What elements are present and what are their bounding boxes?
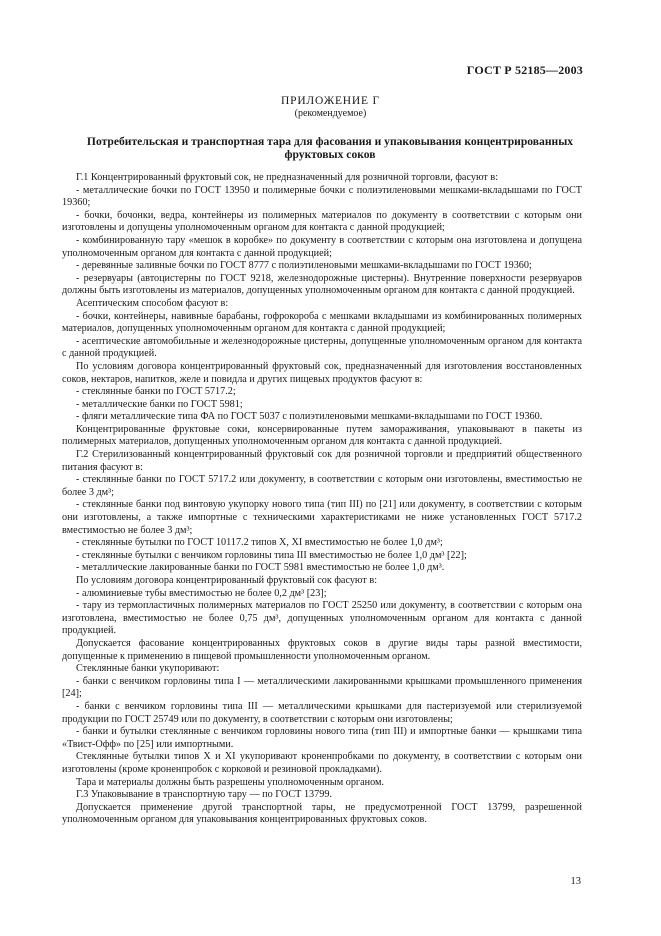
- appendix-title: ПРИЛОЖЕНИЕ Г: [281, 95, 380, 107]
- paragraph: - металлические банки по ГОСТ 5981;: [76, 398, 243, 410]
- paragraph: - резервуары (автоцистерны по ГОСТ 9218, железнодорожные цистерны). Внутренние поверхности резервуаров должны быть изготовлены из материалов, допущенных уполномоченным органом для контакта с данной продукцией.: [62, 272, 582, 297]
- paragraph: - стеклянные банки по ГОСТ 5717.2 или документу, в соответствии с которым они изготовлены, вместимостью не более 3 дм³;: [62, 474, 582, 498]
- paragraph: - тару из термопластичных полимерных материалов по ГОСТ 25250 или документу, в соответствии с которым она изготовлена, вместимостью не более 0,75 дм³, допущенных уполномоченным органом для контакта с данной продукцией.: [62, 600, 582, 637]
- paragraph: - банки с венчиком горловины типа I — металлическими лакированными крышками промышленного применения [24];: [62, 675, 582, 700]
- page-number: 13: [570, 876, 581, 887]
- paragraph: Стеклянные банки укупоривают:: [76, 663, 220, 675]
- standard-header: ГОСТ Р 52185—2003: [466, 63, 583, 77]
- paragraph: - бочки, контейнеры, навивные барабаны, гофрокороба с мешками вкладышами из комбинированных полимерных материалов, допущенных уполномоченным органом для контакта с данной продукцией;: [62, 310, 582, 335]
- paragraph: - комбинированную тару «мешок в коробке» по документу в соответствии с которым она изготовлена и допущена уполномоченным органом для контакта с данной продукцией;: [62, 234, 582, 259]
- appendix-subtitle: (рекомендуемое): [294, 108, 367, 119]
- paragraph: Тара и материалы должны быть разрешены уполномоченным органом.: [76, 776, 384, 788]
- paragraph: Г.2 Стерилизованный концентрированный фруктовый сок для розничной торговли и предприятий общественного питания фасуют в:: [62, 449, 582, 473]
- paragraph: Г.3 Упаковывание в транспортную тару — по ГОСТ 13799.: [76, 789, 332, 801]
- paragraph: - деревянные заливные бочки по ГОСТ 8777 с полиэтиленовыми мешками-вкладышами по ГОСТ 19360;: [76, 260, 532, 272]
- section-title: Потребительская и транспортная тара для фасования и упаковывания концентрированных фруктовых соков: [86, 135, 574, 161]
- paragraph: - металлические лакированные банки по ГОСТ 5981 вместимостью не более 1,0 дм³.: [76, 562, 445, 574]
- paragraph: - металлические бочки по ГОСТ 13950 и полимерные бочки с полиэтиленовыми мешками-вкладышами по ГОСТ 19360;: [62, 184, 582, 209]
- paragraph: - стеклянные банки под винтовую укупорку нового типа (тип III) по [21] или документу, в соответствии с которым они изготовлены, а также импортные с техническими характеристиками не ниже установленных ГОСТ 5717.2 вместимостью не более 3 дм³;: [62, 499, 582, 536]
- body-text: [62, 172, 582, 827]
- paragraph: - алюминиевые тубы вместимостью не более 0,2 дм³ [23];: [76, 587, 327, 599]
- paragraph: Г.1 Концентрированный фруктовый сок, не предназначенный для розничной торговли, фасуют в:: [76, 172, 499, 183]
- paragraph: - банки с венчиком горловины типа III — металлическими крышками для пастеризуемой или стерилизуемой продукции по ГОСТ 25749 или по документу, в соответствии с которым они изготовлены;: [62, 700, 582, 725]
- paragraph: Допускается фасование концентрированных фруктовых соков в другие виды тары разной вместимости, допущенные к применению в пищевой промышленности уполномоченным органом.: [62, 637, 582, 662]
- paragraph: - банки и бутылки стеклянные с венчиком горловины нового типа (тип III) и импортные банки — крышками типа «Твист-Офф» по [25] или импортными.: [62, 726, 582, 750]
- paragraph: - стеклянные бутылки по ГОСТ 10117.2 типов X, XI вместимостью не более 1,0 дм³;: [76, 537, 443, 549]
- paragraph: По условиям договора концентрированный фруктовый сок, предназначенный для изготовления восстановленных соков, нектаров, напитков, желе и повидла и других пищевых продуктов фасуют в:: [62, 360, 582, 385]
- appendix-heading: [0, 95, 661, 120]
- paragraph: - фляги металлические типа ФА по ГОСТ 5037 с полиэтиленовыми мешками-вкладышами по ГОСТ 19360.: [76, 411, 543, 423]
- paragraph: - стеклянные бутылки с венчиком горловины типа III вместимостью не более 1,0 дм³ [22];: [76, 549, 467, 561]
- paragraph: - бочки, бочонки, ведра, контейнеры из полимерных материалов по документу в соответствии с которым они изготовлены и допущены уполномоченным органом для контакта с данной продукцией;: [62, 209, 582, 234]
- paragraph: По условиям договора концентрированный фруктовый сок фасуют в:: [76, 575, 378, 586]
- paragraph: Допускается применение другой транспортной тары, не предусмотренной ГОСТ 13799, разрешенной уполномоченным органом для упаковывания концентрированных фруктовых соков.: [62, 801, 582, 826]
- paragraph: Асептическим способом фасуют в:: [76, 297, 229, 309]
- paragraph: Концентрированные фруктовые соки, консервированные путем замораживания, упаковывают в пакеты из полимерных материалов, допущенных уполномоченным органом для контакта с данной продукцией.: [62, 423, 582, 448]
- paragraph: - стеклянные банки по ГОСТ 5717.2;: [76, 386, 236, 398]
- paragraph: Стеклянные бутылки типов X и XI укупоривают кроненпробками по документу, в соответствии с которым они изготовлены (кроме кроненпробок с корковой и резиновой прокладками).: [62, 751, 582, 775]
- paragraph: - асептические автомобильные и железнодорожные цистерны, допущенные уполномоченным органом для контакта с данной продукцией.: [62, 335, 582, 360]
